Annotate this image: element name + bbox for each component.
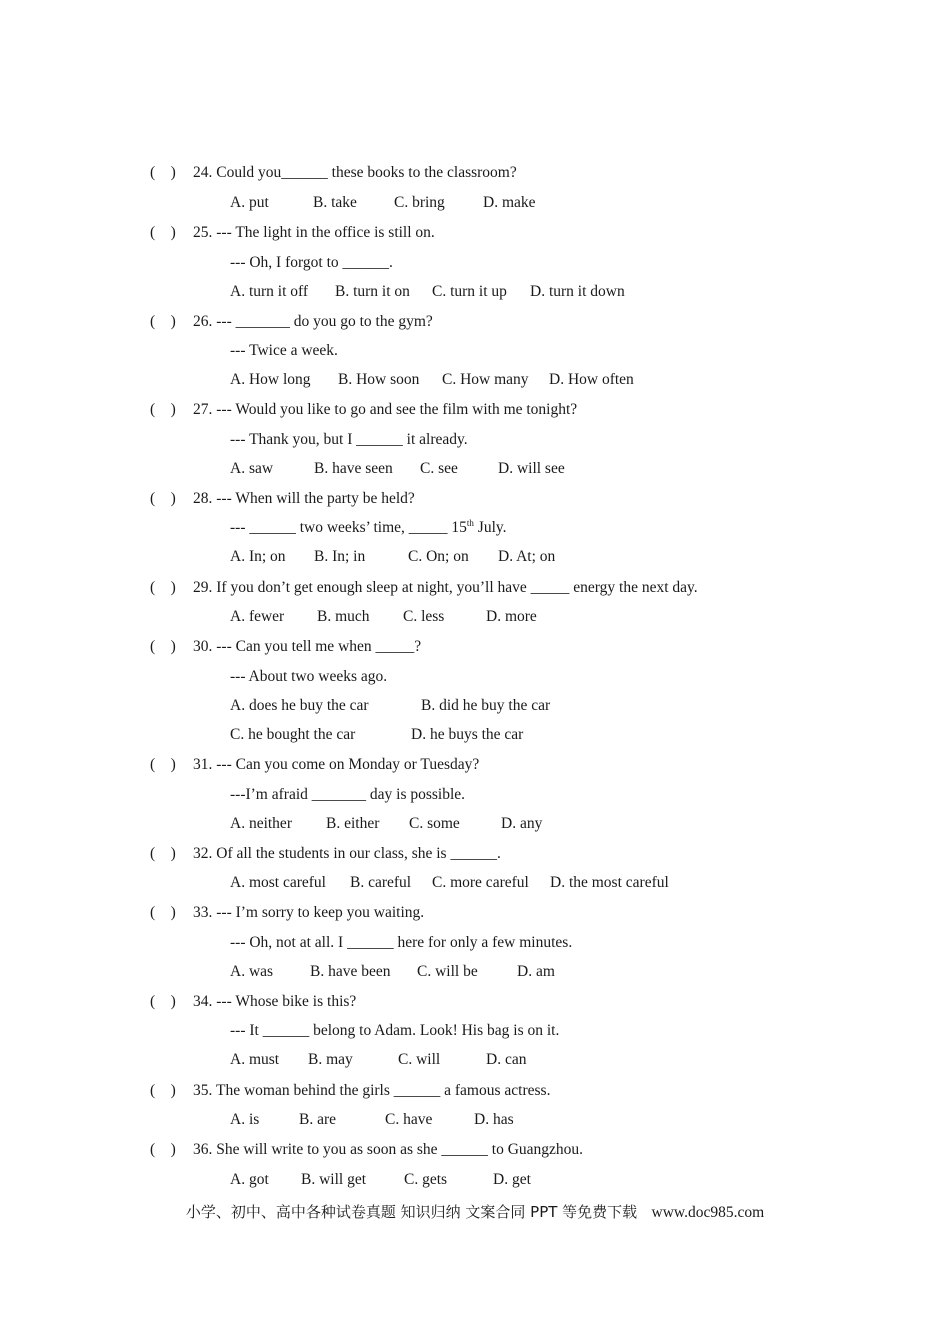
- option-c: C. How many: [442, 371, 529, 388]
- answer-paren[interactable]: ( ): [150, 904, 176, 921]
- option-c: C. will: [398, 1051, 441, 1068]
- question-stem: 36. She will write to you as soon as she ______ to Guangzhou.: [193, 1141, 584, 1158]
- footer-link[interactable]: www.doc985.com: [651, 1204, 765, 1221]
- question-stem: 27. --- Would you like to go and see the film with me tonight?: [193, 401, 578, 418]
- answer-paren[interactable]: ( ): [150, 993, 176, 1010]
- option-c: C. more careful: [432, 874, 529, 891]
- question-reply: --- Twice a week.: [230, 342, 338, 359]
- question-reply: --- ______ two weeks’ time, _____ 15th July.: [230, 517, 507, 536]
- option-a: A. must: [230, 1051, 280, 1068]
- option-b: B. may: [308, 1051, 353, 1068]
- option-d: D. turn it down: [530, 283, 625, 300]
- answer-paren[interactable]: ( ): [150, 1141, 176, 1158]
- question-reply: --- About two weeks ago.: [230, 668, 388, 685]
- option-d: D. has: [474, 1111, 514, 1128]
- option-c: C. will be: [417, 963, 478, 980]
- option-d: D. can: [486, 1051, 527, 1068]
- option-a: A. How long: [230, 371, 311, 388]
- option-a: A. fewer: [230, 608, 285, 625]
- question-stem: 30. --- Can you tell me when _____?: [193, 638, 422, 655]
- option-d: D. am: [517, 963, 555, 980]
- option-c: C. gets: [404, 1171, 448, 1188]
- option-a: A. In; on: [230, 548, 286, 565]
- option-b: B. careful: [350, 874, 412, 891]
- option-d: D. the most careful: [550, 874, 669, 891]
- question-stem: 31. --- Can you come on Monday or Tuesday?: [193, 756, 480, 773]
- option-a: A. saw: [230, 460, 274, 477]
- question-stem: 25. --- The light in the office is still on.: [193, 224, 435, 241]
- question-stem: 29. If you don’t get enough sleep at night, you’ll have _____ energy the next day.: [193, 579, 698, 596]
- option-a: A. most careful: [230, 874, 326, 891]
- option-c: C. bring: [394, 194, 445, 211]
- option-b: B. much: [317, 608, 370, 625]
- footer-text: 小学、初中、高中各种试卷真题 知识归纳 文案合同 PPT 等免费下载: [185, 1203, 638, 1221]
- option-a: A. is: [230, 1111, 260, 1128]
- question-reply: --- Oh, not at all. I ______ here for only a few minutes.: [230, 934, 573, 951]
- option-c: C. see: [420, 460, 458, 477]
- question-reply: --- It ______ belong to Adam. Look! His bag is on it.: [230, 1022, 560, 1039]
- question-stem: 26. --- _______ do you go to the gym?: [193, 313, 433, 330]
- option-d: D. he buys the car: [411, 726, 524, 743]
- option-d: D. make: [483, 194, 536, 211]
- answer-paren[interactable]: ( ): [150, 164, 176, 181]
- answer-paren[interactable]: ( ): [150, 313, 176, 330]
- question-stem: 28. --- When will the party be held?: [193, 490, 415, 507]
- option-b: B. turn it on: [335, 283, 410, 300]
- question-stem: 24. Could you______ these books to the classroom?: [193, 164, 517, 181]
- option-b: B. will get: [301, 1171, 367, 1188]
- page-footer: [0, 1202, 950, 1223]
- question-stem: 35. The woman behind the girls ______ a famous actress.: [193, 1082, 551, 1099]
- option-b: B. take: [313, 194, 357, 211]
- option-a: A. was: [230, 963, 274, 980]
- question-reply: ---I’m afraid _______ day is possible.: [230, 786, 466, 803]
- option-b: B. either: [326, 815, 380, 832]
- option-a: A. got: [230, 1171, 269, 1188]
- option-c: C. On; on: [408, 548, 469, 565]
- answer-paren[interactable]: ( ): [150, 224, 176, 241]
- option-c: C. turn it up: [432, 283, 507, 300]
- option-c: C. some: [409, 815, 460, 832]
- answer-paren[interactable]: ( ): [150, 638, 176, 655]
- option-a: A. put: [230, 194, 269, 211]
- option-c: C. have: [385, 1111, 433, 1128]
- option-b: B. are: [299, 1111, 337, 1128]
- question-reply: --- Thank you, but I ______ it already.: [230, 431, 468, 448]
- option-d: D. get: [493, 1171, 531, 1188]
- question-stem: 32. Of all the students in our class, she is ______.: [193, 845, 501, 862]
- option-b: B. have seen: [314, 460, 393, 477]
- answer-paren[interactable]: ( ): [150, 490, 176, 507]
- answer-paren[interactable]: ( ): [150, 845, 176, 862]
- question-stem: 34. --- Whose bike is this?: [193, 993, 357, 1010]
- option-d: D. At; on: [498, 548, 556, 565]
- option-d: D. will see: [498, 460, 565, 477]
- option-b: B. have been: [310, 963, 391, 980]
- option-d: D. How often: [549, 371, 634, 388]
- question-reply: --- Oh, I forgot to ______.: [230, 254, 393, 271]
- option-d: D. any: [501, 815, 543, 832]
- answer-paren[interactable]: ( ): [150, 1082, 176, 1099]
- answer-paren[interactable]: ( ): [150, 756, 176, 773]
- option-a: A. turn it off: [230, 283, 309, 300]
- option-a: A. does he buy the car: [230, 697, 369, 714]
- question-stem: 33. --- I’m sorry to keep you waiting.: [193, 904, 425, 921]
- option-b: B. How soon: [338, 371, 420, 388]
- answer-paren[interactable]: ( ): [150, 401, 176, 418]
- option-b: B. did he buy the car: [421, 697, 551, 714]
- answer-paren[interactable]: ( ): [150, 579, 176, 596]
- option-c: C. less: [403, 608, 445, 625]
- option-b: B. In; in: [314, 548, 366, 565]
- option-c: C. he bought the car: [230, 726, 356, 743]
- option-a: A. neither: [230, 815, 292, 832]
- option-d: D. more: [486, 608, 537, 625]
